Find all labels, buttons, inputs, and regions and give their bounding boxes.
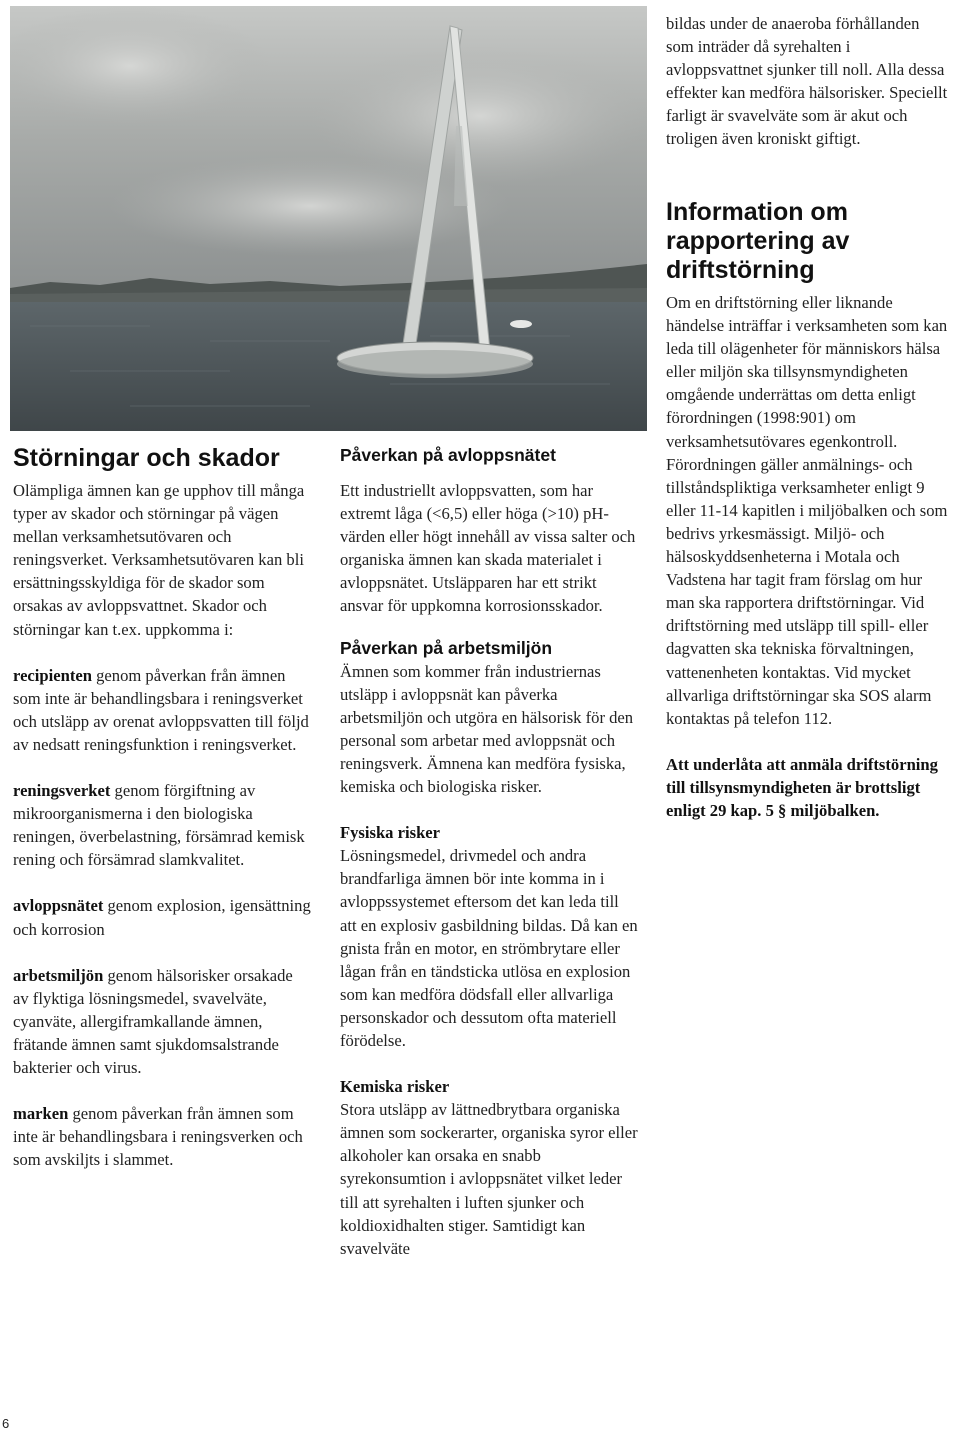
info-section (666, 198, 950, 822)
page-number: 6 (2, 1416, 10, 1431)
info-warning: Att underlåta att anmäla driftstörning till tillsynsmyndigheten är brottsligt enligt 29 kap. 5 § miljöbalken. (666, 754, 938, 820)
item-text: genom explosion, igensättning och korrosion (13, 896, 311, 939)
item-term: arbetsmiljön (13, 965, 104, 985)
left-heading: Störningar och skador (13, 444, 280, 472)
middle-paragraph-3: Lösningsmedel, drivmedel och andra brandfarliga ämnen bör inte komma in i avloppssystemet eftersom det kan leda till att en explosiv gasbildning bildas. Då kan en gnista från en motor, en strömbrytare eller lågan från en tändsticka utlösa en explosion som kan medföra dödsfall eller allvarliga personskador och dessutom ofta materiell förödelse. (340, 846, 638, 1050)
item-recipienten (13, 664, 311, 756)
item-marken (13, 1102, 311, 1171)
continuation-text: bildas under de anaeroba förhållanden som inträder då syrehalten i avloppsvattnet sjunker till noll. Alla dessa effekter kan medföra hälsorisker. Speciellt farligt är svavelväte som är akut och troligen även kroniskt giftigt. (666, 14, 948, 149)
item-text: genom hälsorisker orsakade av flyktiga lösningsmedel, svavelväte, cyanväte, allergiframkallande ämnen, frätande ämnen samt sjukdomsalstrande bakterier och virus. (13, 965, 293, 1077)
lake-monument-photo (10, 6, 647, 431)
item-avloppsnatet (13, 894, 311, 940)
item-term: avloppsnätet (13, 896, 104, 916)
info-heading: Information om rapportering av driftstörning (666, 198, 850, 284)
item-text: genom påverkan från ämnen som inte är behandlingsbara i reningsverket och utsläpp av orenat avloppsvatten till följd av nedsatt reningsfunktion i reningsverket. (13, 665, 309, 754)
right-top-column (666, 12, 950, 151)
middle-paragraph-1: Ett industriellt avloppsvatten, som har extremt låga (<6,5) eller höga (>10) pH-värden eller högt innehåll av vissa salter och organiska ämnen kan skada materialet i avloppsnätet. Utsläpparen har ett strikt ansvar för uppkomna korrosionsskador. (340, 481, 636, 616)
item-text: genom påverkan från ämnen som inte är behandlingsbara i reningsverken och som avskiljts i slammet. (13, 1104, 303, 1170)
item-term: recipienten (13, 665, 92, 685)
middle-heading-kemiska: Kemiska risker (340, 1077, 450, 1097)
item-reningsverket (13, 779, 311, 871)
middle-paragraph-2: Ämnen som kommer från industriernas utsläpp i avloppsnät kan påverka arbetsmiljön och utgöra en hälsorisk för den personal som arbetar med avloppsnät och reningsverk. Ämnena kan medföra fysiska, kemiska och biologiska risker. (340, 661, 634, 797)
item-arbetsmiljon (13, 964, 311, 1079)
middle-heading-arbetsmiljon: Påverkan på arbetsmiljön (340, 637, 553, 658)
middle-paragraph-4: Stora utsläpp av lättnedbrytbara organiska ämnen som sockerarter, organiska syror eller alkoholer kan orsaka en snabb syrekonsumtion i avloppsnätet vilket leder till att syrehalten i luften sjunker och koldioxidhalten stiger. Samtidigt kan svavelväte (340, 1100, 638, 1258)
item-term: reningsverket (13, 781, 111, 801)
item-term: marken (13, 1104, 69, 1124)
info-paragraph: Om en driftstörning eller liknande händelse inträffar i verksamheten som kan leda till olägenheter för människors hälsa eller miljön ska tillsynsmyndigheten omgående underrättas om detta enligt förordningen (1998:901) om verksamhetsutövares egenkontroll. Förordningen gäller anmälnings- och tillståndspliktiga verksamheter enligt 9 eller 11-14 kapitlen i miljöbalken och som bedrivs yrkesmässigt. Miljö- och hälsoskyddsenheterna i Motala och Vadstena har tagit fram förslag om hur man ska rapportera driftstörningar. Vid driftstörning med utsläpp till spill- eller dagvatten ska tekniska förvaltningen, vattenenheten kontaktas. Vid mycket allvarliga driftstörningar ska SOS alarm kontaktas på telefon 112. (666, 293, 948, 728)
middle-column (340, 444, 638, 1260)
item-text: genom förgiftning av mikroorganismerna i den biologiska reningen, överbelastning, försämrad kemisk rening och försämrad slamkvalitet. (13, 781, 305, 870)
left-intro: Olämpliga ämnen kan ge upphov till många typer av skador och störningar på vägen mellan verksamhetsutövaren och reningsverket. Verksamhetsutövaren kan bli ersättningsskyldiga för de skador som orsakas av avloppsvattnet. Skador och störningar kan t.ex. uppkomma i: (13, 481, 305, 639)
left-column (13, 444, 311, 1171)
middle-heading-avloppsnatet: Påverkan på avloppsnätet (340, 445, 556, 465)
middle-heading-fysiska: Fysiska risker (340, 823, 441, 843)
photo-image (10, 6, 647, 431)
